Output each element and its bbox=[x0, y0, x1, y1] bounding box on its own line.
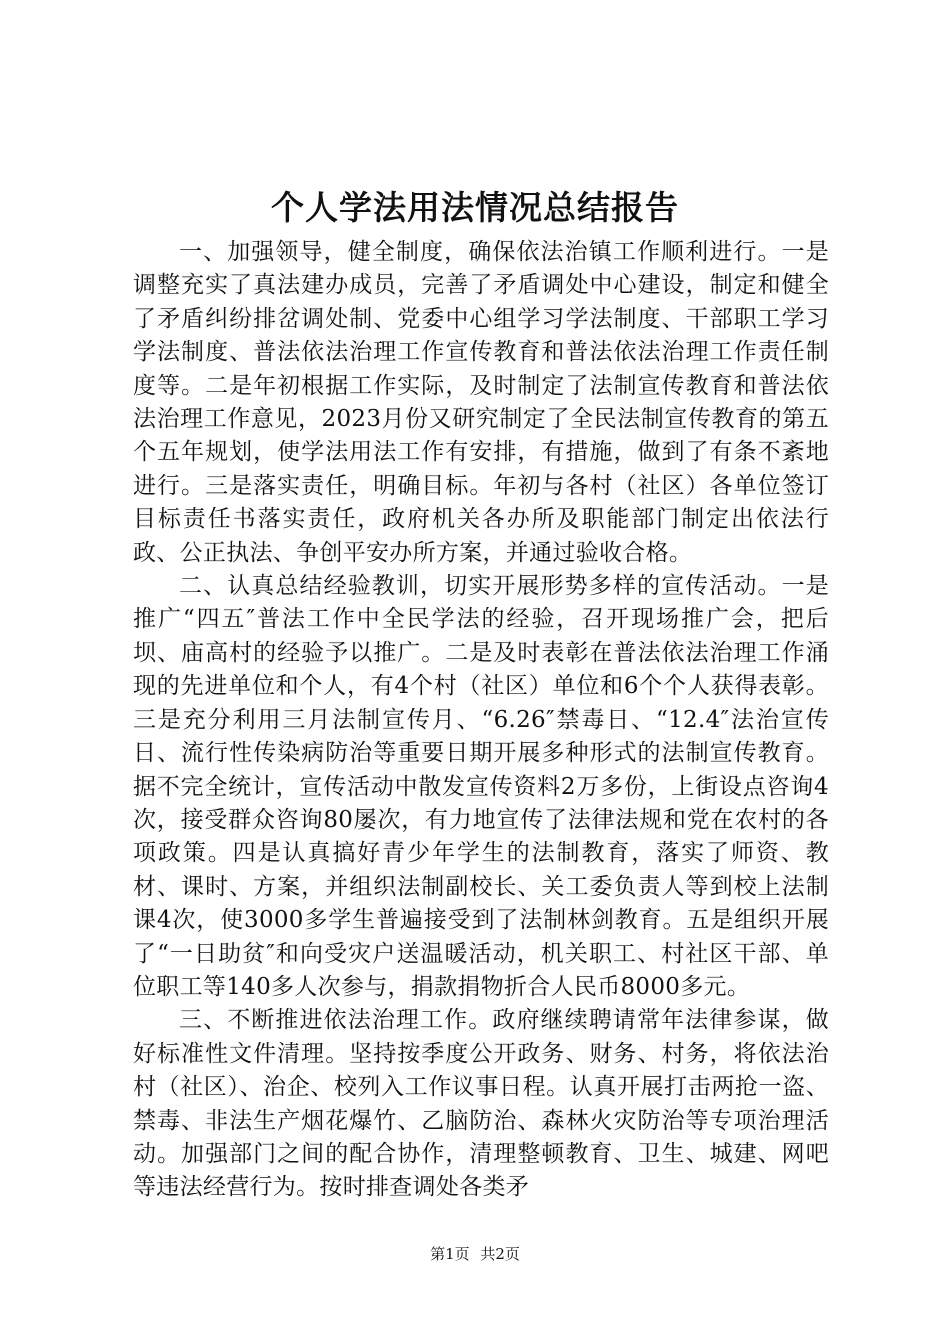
page-footer bbox=[0, 1243, 950, 1265]
page-number: 第1页 bbox=[430, 1245, 470, 1263]
paragraph-3: 三、不断推进依法治理工作。政府继续聘请常年法律参谋，做好标准性文件清理。坚持按季度公开政务、财务、村务，将依法治村（社区）、治企、校列入工作议事日程。认真开展打击两抢一盗、禁毒、非法生产烟花爆竹、乙脑防治、森林火灾防治等专项治理活动。加强部门之间的配合协作，清理整顿教育、卫生、城建、网吧等违法经营行为。按时排查调处各类矛 bbox=[133, 1007, 829, 1201]
page-total: 共2页 bbox=[480, 1245, 520, 1263]
document-body bbox=[133, 236, 829, 1205]
document-title: 个人学法用法情况总结报告 bbox=[271, 188, 679, 227]
paragraph-2: 二、认真总结经验教训，切实开展形势多样的宣传活动。一是推广“四五″普法工作中全民学法的经验，召开现场推广会，把后坝、庙高村的经验予以推广。二是及时表彰在普法依法治理工作涌现的先进单位和个人，有4个村（社区）单位和6个个人获得表彰。三是充分利用三月法制宣传月、“6.26″禁毒日、“12.4″法治宣传日、流行性传染病防治等重要日期开展多种形式的法制宣传教育。据不完全统计，宣传活动中散发宣传资料2万多份，上街设点咨询4次，接受群众咨询80屡次，有力地宣传了法律法规和党在农村的各项政策。四是认真搞好青少年学生的法制教育，落实了师资、教材、课时、方案，并组织法制副校长、关工委负责人等到校上法制课4次，使3000多学生普遍接受到了法制林剑教育。五是组织开展了“一日助贫″和向受灾户送温暖活动，机关职工、村社区干部、单位职工等140多人次参与，捐款捐物折合人民币8000多元。 bbox=[133, 573, 829, 1000]
paragraph-1: 一、加强领导，健全制度，确保依法治镇工作顺利进行。一是调整充实了真法建办成员，完善了矛盾调处中心建设，制定和健全了矛盾纠纷排岔调处制、党委中心组学习学法制度、干部职工学习学法制度、普法依法治理工作宣传教育和普法依法治理工作责任制度等。二是年初根据工作实际，及时制定了法制宣传教育和普法依法治理工作意见，2023月份又研究制定了全民法制宣传教育的第五个五年规划，使学法用法工作有安排，有措施，做到了有条不紊地进行。三是落实责任，明确目标。年初与各村（社区）各单位签订目标责任书落实责任，政府机关各办所及职能部门制定出依法行政、公正执法、争创平安办所方案，并通过验收合格。 bbox=[133, 239, 829, 566]
